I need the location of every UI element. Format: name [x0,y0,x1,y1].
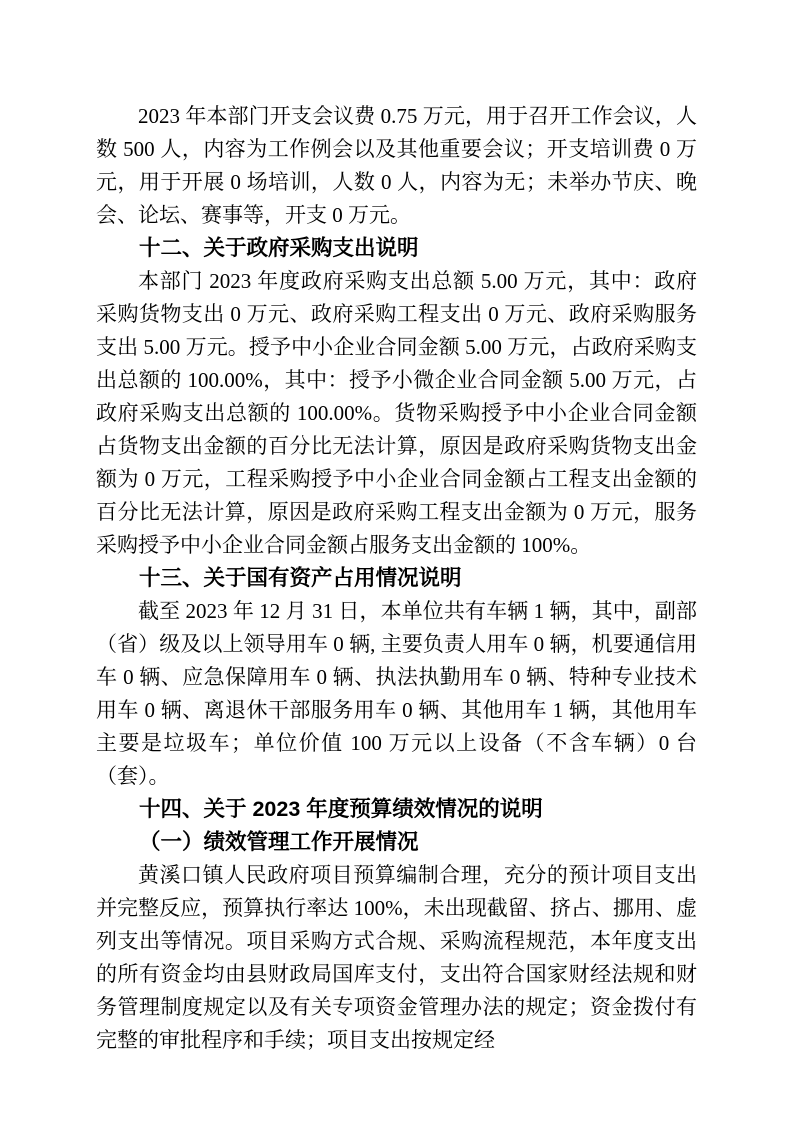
subheading-performance-management-work: （一）绩效管理工作开展情况 [139,830,419,854]
paragraph-state-owned-assets: 截至 2023 年 12 月 31 日，本单位共有车辆 1 辆，其中，副部（省）级及以上领导用车 0 辆, 主要负责人用车 0 辆，机要通信用车 0 辆、应急保障用车 0 辆、执法执勤用车 0 辆、特种专业技术用车 0 辆、离退休干部服务用车 0 辆、其他用车 1 辆，其他用车主要是垃圾车；单位价值 100 万元以上设备（不含车辆）0 台（套）。 [96,599,697,788]
document-body [96,100,697,1057]
heading-section-14-budget-performance: 十四、关于 2023 年度预算绩效情况的说明 [139,797,543,821]
heading-section-13-state-owned-assets: 十三、关于国有资产占用情况说明 [139,566,462,590]
paragraph-performance-management: 黄溪口镇人民政府项目预算编制合理，充分的预计项目支出并完整反应，预算执行率达 100%，未出现截留、挤占、挪用、虚列支出等情况。项目采购方式合规、采购流程规范，本年度支出的所有资金均由县财政局国库支付，支出符合国家财经法规和财务管理制度规定以及有关专项资金管理办法的规定；资金拨付有完整的审批程序和手续；项目支出按规定经 [96,863,697,1052]
paragraph-government-procurement: 本部门 2023 年度政府采购支出总额 5.00 万元，其中：政府采购货物支出 0 万元、政府采购工程支出 0 万元、政府采购服务支出 5.00 万元。授予中小企业合同金额 5.00 万元，占政府采购支出总额的 100.00%，其中：授予小微企业合同金额 5.00 万元，占政府采购支出总额的 100.00%。货物采购授予中小企业合同金额占货物支出金额的百分比无法计算，原因是政府采购货物支出金额为 0 万元，工程采购授予中小企业合同金额占工程支出金额的百分比无法计算，原因是政府采购工程支出金额为 0 万元，服务采购授予中小企业合同金额占服务支出金额的 100%。 [96,269,697,557]
heading-section-12-government-procurement: 十二、关于政府采购支出说明 [139,236,419,260]
paragraph-meeting-training-expenses: 2023 年本部门开支会议费 0.75 万元，用于召开工作会议，人数 500 人，内容为工作例会以及其他重要会议；开支培训费 0 万元，用于开展 0 场培训，人数 0 人，内容为无；未举办节庆、晚会、论坛、赛事等，开支 0 万元。 [96,104,697,227]
